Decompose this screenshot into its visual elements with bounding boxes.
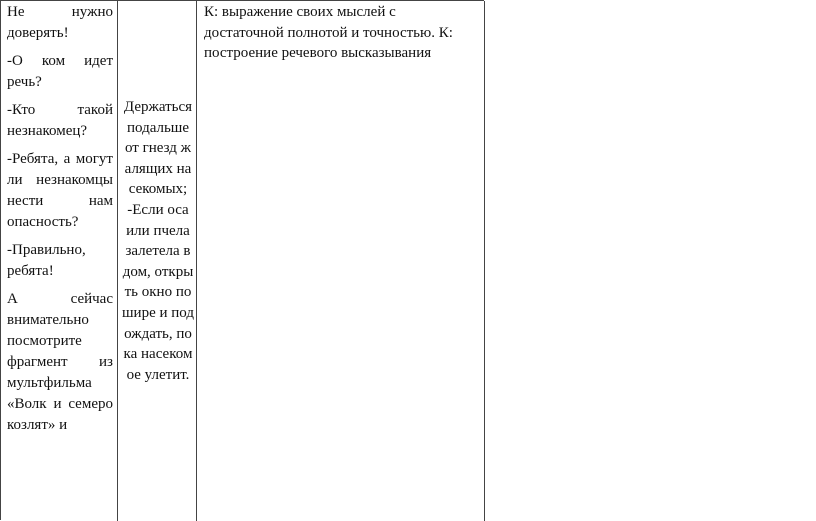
teacher-text — [7, 2, 113, 436]
table-cell-safety-rules — [118, 1, 197, 521]
paragraph: -Кто такой незнакомец? — [7, 102, 113, 139]
paragraph: -О ком идет речь? — [7, 53, 113, 90]
paragraph: -Правильно, ребята! — [7, 242, 86, 279]
competencies-text: К: выражение своих мыслей с достаточной полнотой и точностью. К: построение речевого высказывания — [204, 4, 453, 61]
paragraph: Не нужно доверять! — [7, 4, 113, 41]
table-cell-teacher-text — [1, 1, 118, 521]
paragraph: А сейчас внимательно посмотрите фрагмент из мультфильма «Волк и семеро козлят» и — [7, 291, 113, 433]
safety-rules-text: Держаться подальше от гнезд жалящих насекомых; -Если оса или пчела залетела в дом, открыть окно пошире и подождать, пока насекомое улетит. — [122, 99, 194, 383]
paragraph: -Ребята, а могут ли незнакомцы нести нам опасность? — [7, 151, 113, 230]
table-cell-competencies — [197, 1, 485, 521]
